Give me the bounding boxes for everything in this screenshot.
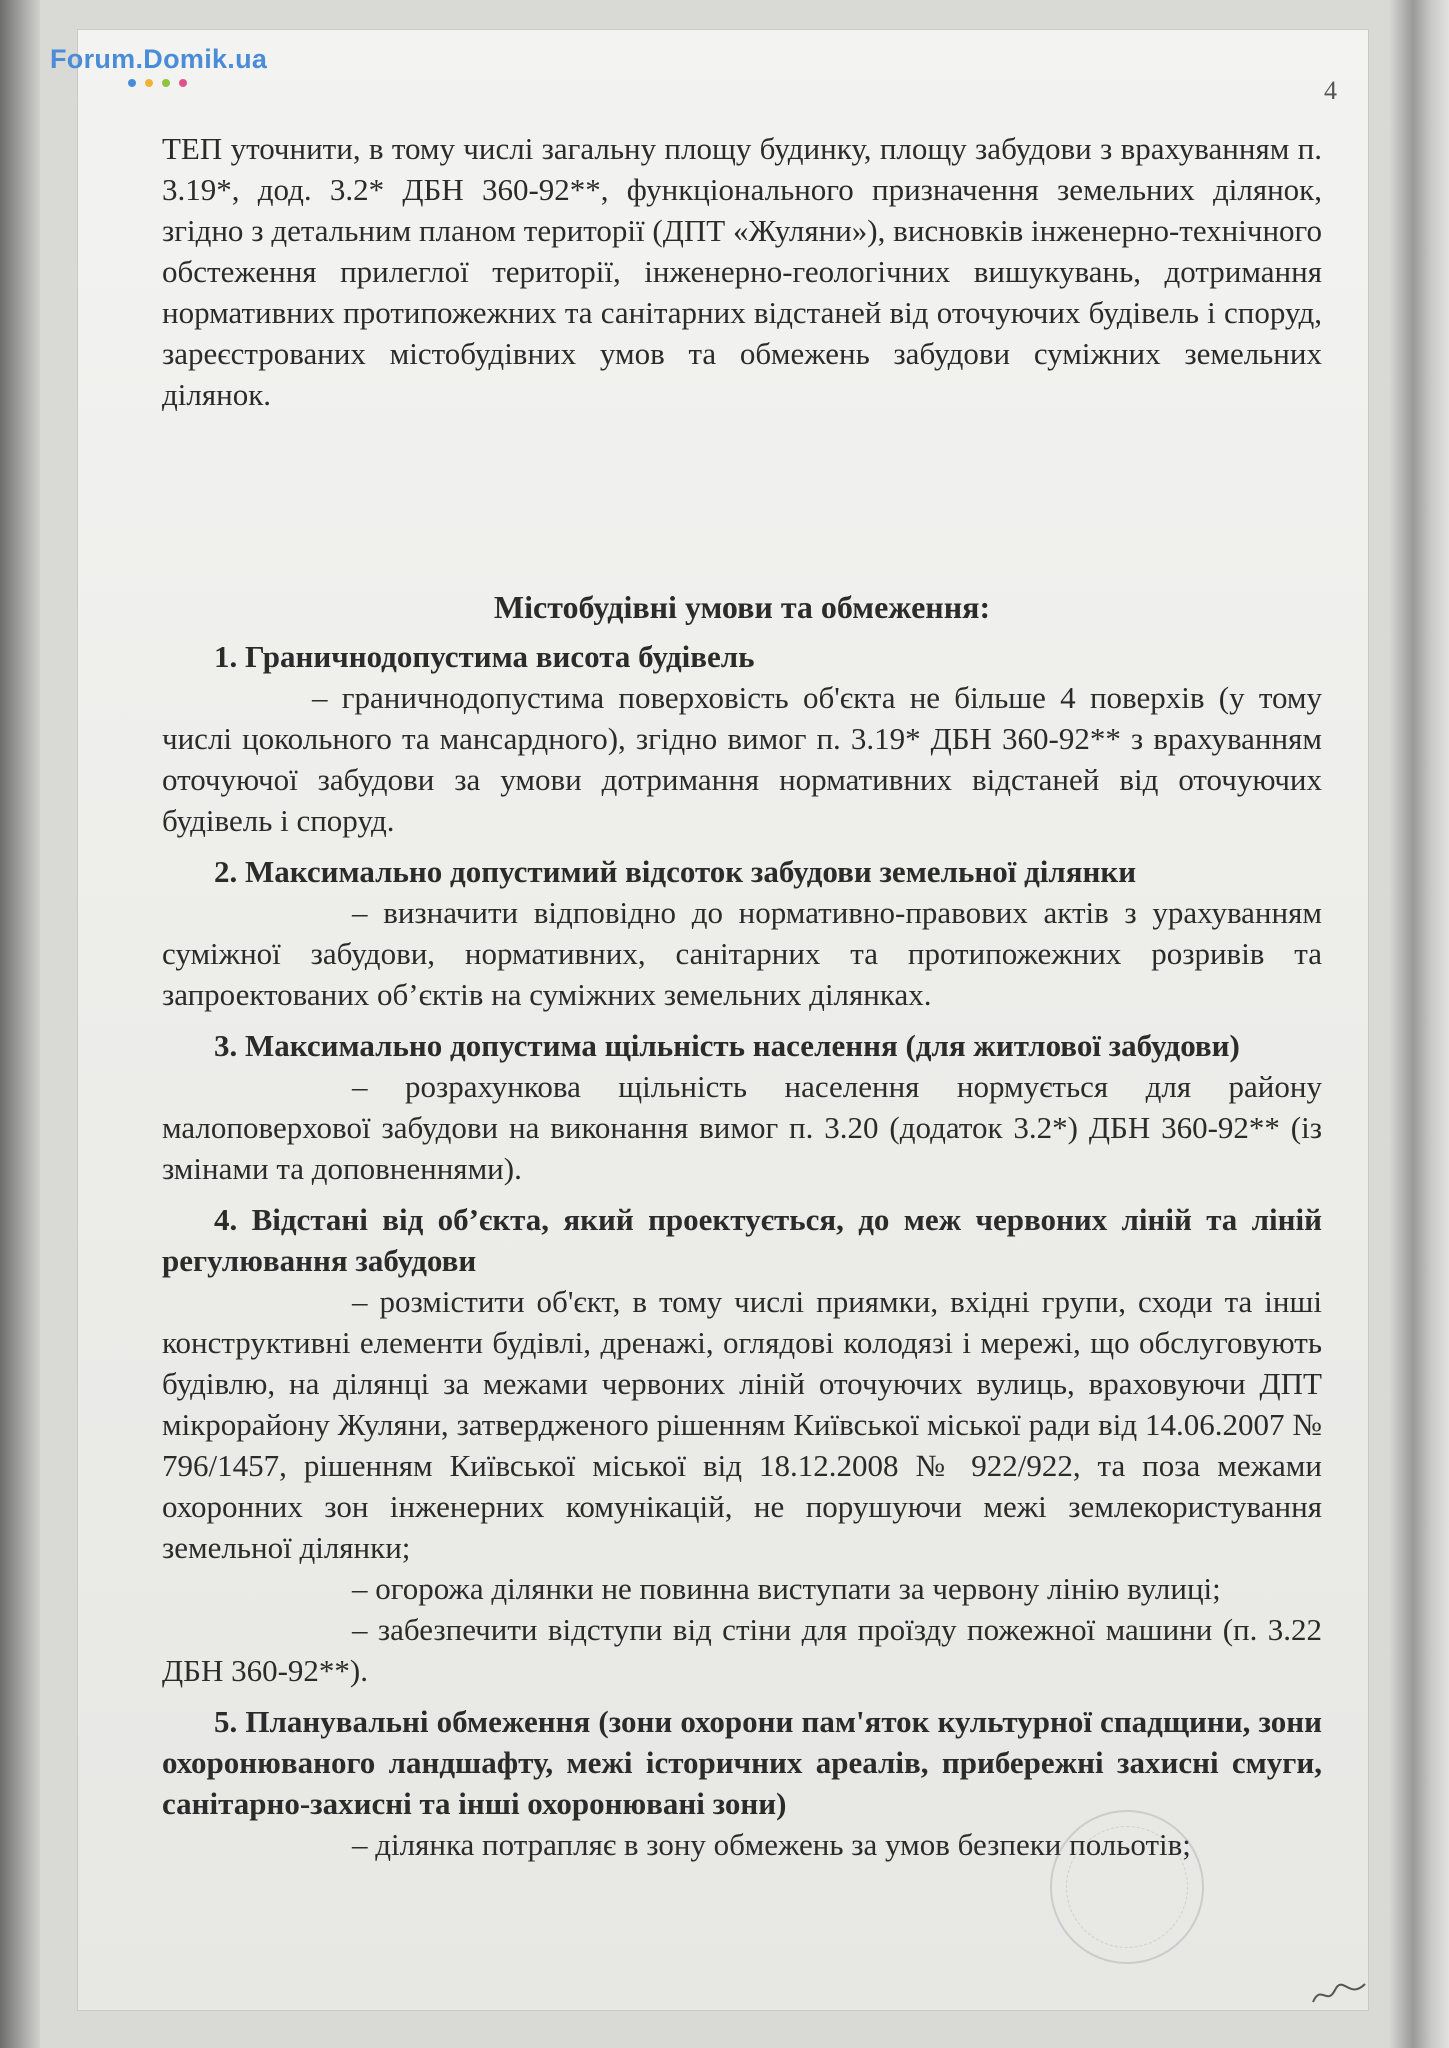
watermark-dot xyxy=(128,79,136,87)
document-body xyxy=(162,128,1322,1875)
watermark-dot xyxy=(145,79,153,87)
section-title: 3. Максимально допустима щільність населення (для житлової забудови) xyxy=(214,1028,1240,1063)
section-item: – забезпечити відступи від стіни для проїзду пожежної машини (п. 3.22 ДБН 360-92**). xyxy=(162,1612,1322,1688)
section-item: – визначити відповідно до нормативно-правових актів з урахуванням суміжної забудови, нормативних, санітарних та протипожежних розривів та запроектованих об’єктів на суміжних земельних ділянках. xyxy=(162,895,1322,1012)
section-item: – огорожа ділянки не повинна виступати за червону лінію вулиці; xyxy=(352,1571,1221,1606)
section-2 xyxy=(162,851,1322,1015)
page-number: 4 xyxy=(1324,76,1337,105)
section-title: 4. Відстані від об’єкта, який проектується, до меж червоних ліній та ліній регулювання забудови xyxy=(162,1202,1322,1278)
scan-right-edge xyxy=(1389,0,1449,2048)
faint-stamp xyxy=(1050,1810,1204,1964)
watermark-dots xyxy=(128,79,267,87)
watermark-dot xyxy=(162,79,170,87)
watermark-text: Forum.Domik.ua xyxy=(50,44,268,74)
section-4 xyxy=(162,1199,1322,1691)
section-heading: Містобудівні умови та обмеження: xyxy=(493,589,991,625)
forum-watermark[interactable] xyxy=(50,44,267,87)
section-1 xyxy=(162,636,1322,841)
section-item: – ділянка потрапляє в зону обмежень за умов безпеки польотів; xyxy=(352,1827,1191,1862)
section-item: – розмістити об'єкт, в тому числі приямки, вхідні групи, сходи та інші конструктивні елементи будівлі, дренажі, оглядові колодязі і мережі, що обслуговують будівлю, на ділянці за межами червоних ліній оточуючих вулиць, враховуючи ДПТ мікрорайону Жуляни, затвердженого рішенням Київської міської ради від 14.06.2007 № 796/1457, рішенням Київської міської від 18.12.2008 № 922/922, та поза межами охоронних зон інженерних комунікацій, не порушуючи межі землекористування земельної ділянки; xyxy=(162,1284,1322,1565)
signature-mark xyxy=(1309,1978,1369,2008)
intro-paragraph: ТЕП уточнити, в тому числі загальну площу будинку, площу забудови з врахуванням п. 3.19*, дод. 3.2* ДБН 360-92**, функціонального призначення земельних ділянок, згідно з детальним планом території (ДПТ «Жуляни»), висновків інженерно-технічного обстеження прилеглої території, інженерно-геологічних вишукувань, дотримання нормативних протипожежних та санітарних відстаней від оточуючих будівель і споруд, зареєстрованих містобудівних умов та обмежень забудови суміжних земельних ділянок. xyxy=(162,131,1322,412)
scan-left-edge xyxy=(0,0,40,2048)
section-3 xyxy=(162,1025,1322,1189)
section-title: 1. Граничнодопустима висота будівель xyxy=(214,639,755,674)
section-title: 2. Максимально допустимий відсоток забудови земельної ділянки xyxy=(214,854,1137,889)
section-item: – розрахункова щільність населення нормується для району малоповерхової забудови на виконання вимог п. 3.20 (додаток 3.2*) ДБН 360-92** (із змінами та доповненнями). xyxy=(162,1069,1322,1186)
section-title: 5. Планувальні обмеження (зони охорони пам'яток культурної спадщини, зони охоронюваного ландшафту, межі історичних ареалів, прибережні захисні смуги, санітарно-захисні та інші охоронювані зони) xyxy=(162,1704,1322,1821)
section-item: – граничнодопустима поверховість об'єкта не більше 4 поверхів (у тому числі цокольного та мансардного), згідно вимог п. 3.19* ДБН 360-92** з врахуванням оточуючої забудови за умови дотримання нормативних відстаней від оточуючих будівель і споруд. xyxy=(162,680,1322,838)
watermark-dot xyxy=(179,79,187,87)
